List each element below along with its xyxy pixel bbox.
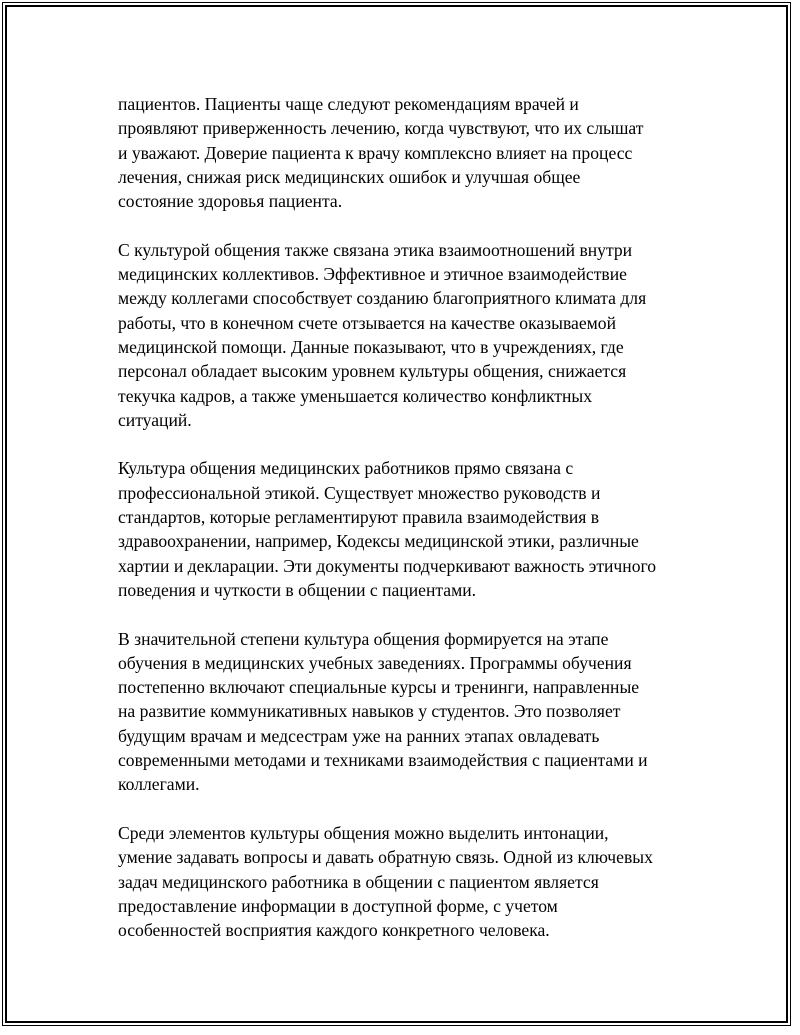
text-line: лечения, снижая риск медицинских ошибок и улучшая общее (118, 166, 581, 187)
text-line: В значительной степени культура общения формируется на этапе (118, 628, 609, 649)
text-line: ситуаций. (118, 409, 192, 430)
text-line: стандартов, которые регламентируют правила взаимодействия в (118, 507, 600, 528)
text-line: особенностей восприятия каждого конкретного человека. (118, 920, 550, 941)
text-line: здравоохранении, например, Кодексы медицинской этики, различные (118, 531, 639, 552)
text-line: работы, что в конечном счете отзывается на качестве оказываемой (118, 312, 616, 333)
text-line: коллегами. (118, 774, 200, 795)
text-line: персонал обладает высоким уровнем культуры общения, снижается (118, 361, 627, 382)
text-line: предоставление информации в доступной форме, с учетом (118, 895, 558, 916)
text-line: Культура общения медицинских работников прямо связана с (118, 458, 574, 479)
text-line: и уважают. Доверие пациента к врачу комплексно влияет на процесс (118, 142, 633, 163)
paragraph-3 (118, 456, 698, 602)
text-line: текучка кадров, а также уменьшается количество конфликтных (118, 385, 593, 406)
text-line: будущим врачам и медсестрам уже на ранних этапах овладевать (118, 725, 600, 746)
text-line: состояние здоровья пациента. (118, 191, 343, 212)
text-line: проявляют приверженность лечению, когда чувствуют, что их слышат (118, 118, 644, 139)
text-line: медицинских коллективов. Эффективное и этичное взаимодействие (118, 264, 627, 285)
text-line: современными методами и техниками взаимодействия с пациентами и (118, 750, 648, 771)
paragraph-2 (118, 238, 698, 432)
document-body (118, 92, 698, 967)
text-line: пациентов. Пациенты чаще следуют рекомендациям врачей и (118, 94, 579, 114)
text-line: обучения в медицинских учебных заведениях. Программы обучения (118, 652, 632, 673)
text-line: между коллегами способствует созданию благоприятного климата для (118, 288, 647, 309)
paragraph-5 (118, 821, 698, 942)
text-line: хартии и декларации. Эти документы подчеркивают важность этичного (118, 555, 657, 576)
text-line: С культурой общения также связана этика взаимоотношений внутри (118, 239, 633, 260)
text-line: умение задавать вопросы и давать обратную связь. Одной из ключевых (118, 847, 653, 868)
text-line: медицинской помощи. Данные показывают, что в учреждениях, где (118, 336, 624, 357)
text-line: поведения и чуткости в общении с пациентами. (118, 579, 477, 600)
text-line: на развитие коммуникативных навыков у студентов. Это позволяет (118, 701, 621, 722)
paragraph-4 (118, 627, 698, 797)
text-line: задач медицинского работника в общении с пациентом является (118, 871, 599, 892)
text-line: Среди элементов культуры общения можно выделить интонации, (118, 822, 609, 843)
text-line: постепенно включают специальные курсы и тренинги, направленные (118, 677, 640, 698)
text-line: профессиональной этикой. Существует множество руководств и (118, 482, 601, 503)
paragraph-1 (118, 92, 698, 213)
